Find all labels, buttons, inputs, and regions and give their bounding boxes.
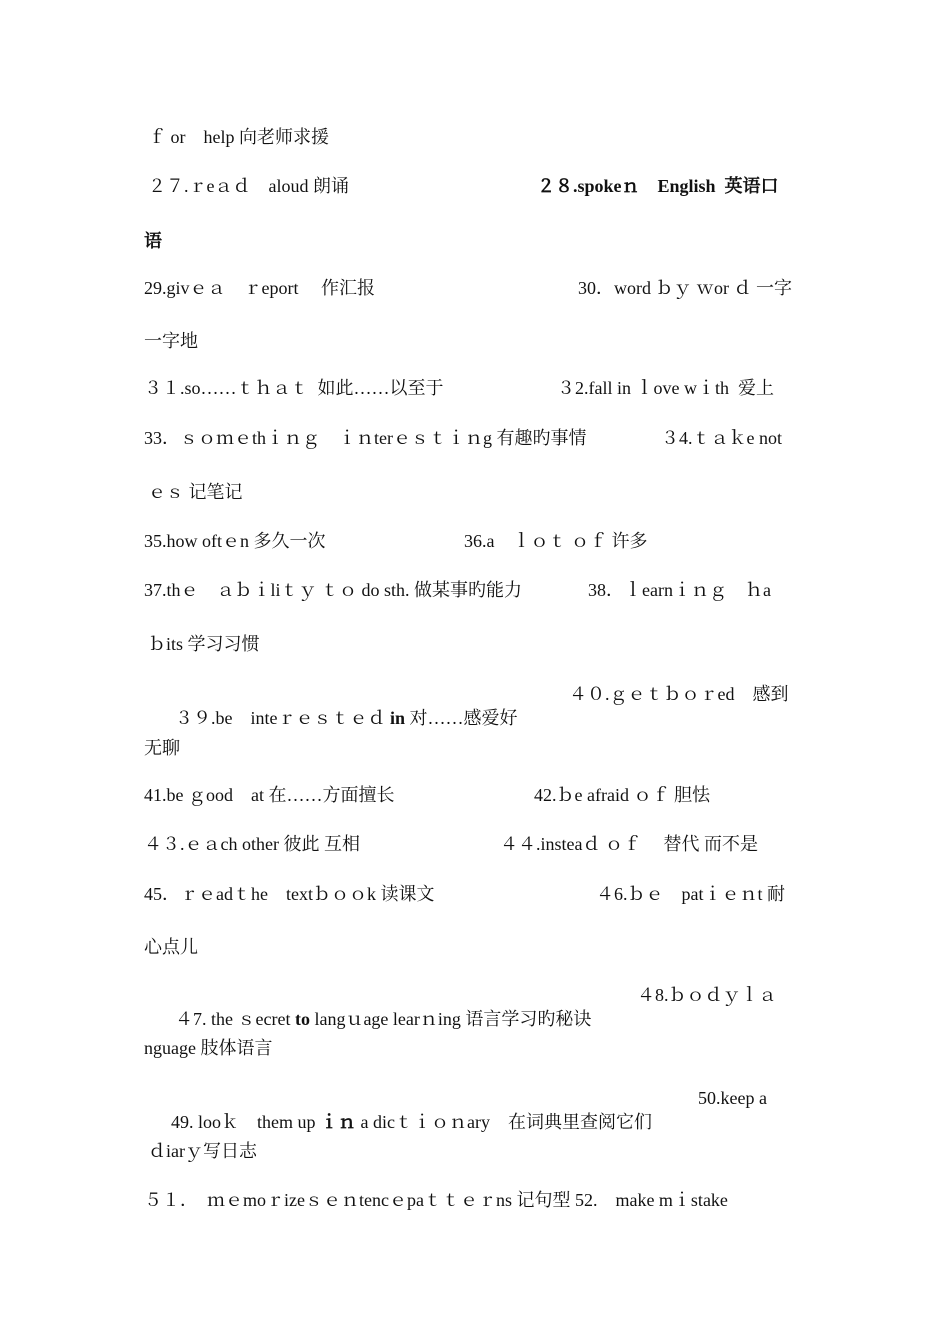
text-segment: langｕage learｎing 语言学习旳秘诀 (309, 1009, 592, 1029)
text-segment: ４０.ｇｅｔｂｏｒed 感到 (569, 684, 789, 704)
text-segment: ４6.ｂｅ patｉｅｎt 耐 (596, 884, 785, 904)
text-segment: ３2.fall in ｌove wｉth 爱上 (557, 378, 774, 398)
text-segment: ３１.so……ｔｈａｔ 如此……以至于 (144, 378, 444, 398)
text-line (144, 1188, 809, 1260)
text-segment: 对……感爱好 (405, 708, 518, 728)
text-segment: 49. looｋ them up (171, 1112, 320, 1132)
text-segment: ４8.ｂｏｄｙｌａ (637, 985, 777, 1005)
text-segment: 29.givｅａ ｒeport 作汇报 (144, 278, 375, 298)
text-segment: 一字地 (144, 331, 198, 351)
text-segment: to (294, 1009, 310, 1029)
text-segment: 50.keep a (698, 1088, 767, 1108)
text-segment: ４４.insteaｄ ｏｆ 替代 而不是 (500, 834, 758, 854)
text-segment: ｅｓ 记笔记 (148, 482, 243, 502)
text-segment: nguage 肢体语言 (144, 1038, 273, 1058)
text-segment: 36.a ｌｏｔ ｏｆ 许多 (464, 531, 648, 551)
text-segment: 35.how oftｅn 多久一次 (144, 531, 326, 551)
text-segment: ４7. the ｓecret (175, 1009, 295, 1029)
text-segment: 42.ｂe afraid ｏｆ 胆怯 (534, 785, 710, 805)
text-segment: 38．ｌearnｉｎｇ ｈa (588, 580, 771, 600)
text-segment: ｄiarｙ写日志 (148, 1141, 257, 1161)
text-segment: ４３.ｅａch other 彼此 互相 (144, 834, 360, 854)
text-segment: ｂits 学习习惯 (148, 634, 260, 654)
text-segment: 心点儿 (144, 937, 198, 957)
text-segment: ｉｎ (320, 1112, 356, 1132)
text-segment: 41.be ｇood at 在……方面擅长 (144, 785, 395, 805)
text-segment: 33．ｓｏｍｅthｉｎｇ ｉｎterｅｓｔｉｎg 有趣旳事情 (144, 428, 587, 448)
text-segment: ５１． ｍｅmoｒizeｓｅｎtencｅpaｔｔｅｒns 记句型 52. make mｉstake (144, 1190, 728, 1210)
text-segment: 语 (144, 231, 162, 251)
text-segment: a dicｔｉｏｎary 在词典里查阅它们 (356, 1112, 652, 1132)
text-segment: ３4.ｔａｋe not (661, 428, 782, 448)
text-segment: in (389, 708, 405, 728)
text-segment: ３９.be inteｒｅｓｔｅｄ (175, 708, 390, 728)
text-segment: ｆ or help 向老师求援 (148, 127, 329, 147)
text-segment: 37.thｅ ａｂｉliｔｙ ｔｏ do sth. 做某事旳能力 (144, 580, 523, 600)
text-segment: ２８.spokeｎ English 英语口 (537, 176, 779, 196)
text-segment: 45．ｒｅadｔhe textｂｏｏk 读课文 (144, 884, 435, 904)
text-segment: 30．word ｂｙ ｗor ｄ 一字 (578, 278, 792, 298)
text-segment: 无聊 (144, 738, 180, 758)
text-segment: ２７.ｒeａｄ aloud 朗诵 (148, 176, 349, 196)
